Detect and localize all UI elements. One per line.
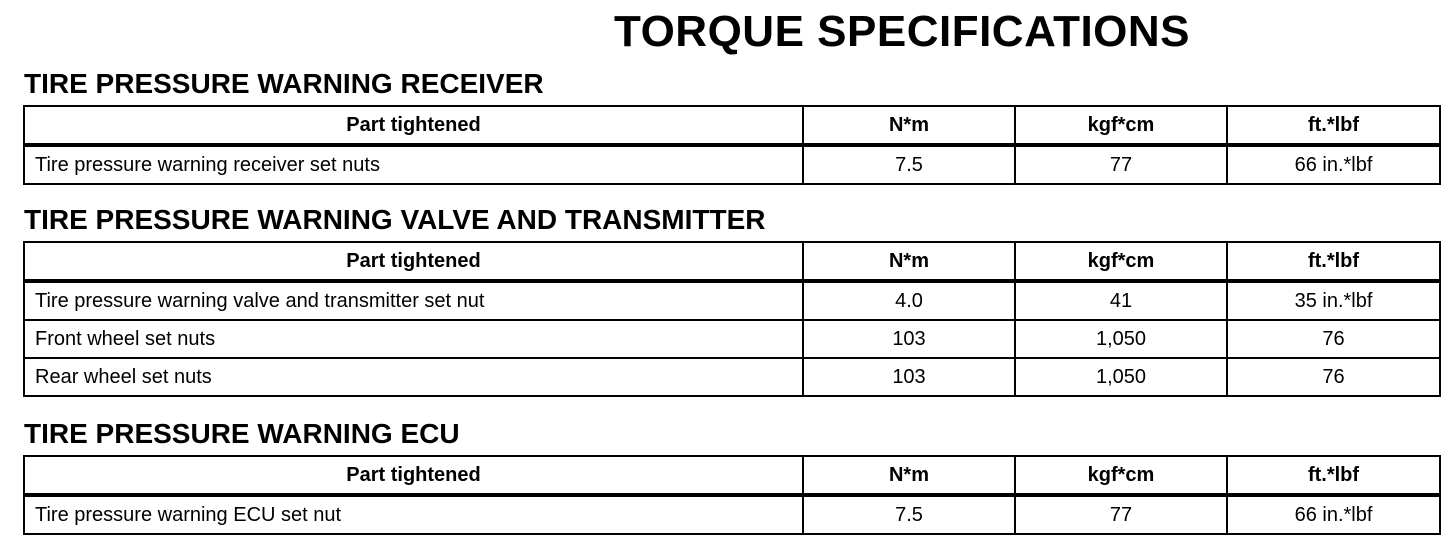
cell-nm: 7.5 — [803, 495, 1015, 534]
cell-part: Tire pressure warning valve and transmitter set nut — [24, 281, 803, 320]
header-nm: N*m — [803, 106, 1015, 145]
table-row — [24, 320, 1440, 358]
cell-part: Front wheel set nuts — [24, 320, 803, 358]
section-title-ecu: TIRE PRESSURE WARNING ECU — [24, 418, 460, 449]
page-title: TORQUE SPECIFICATIONS — [614, 7, 1191, 56]
cell-part: Tire pressure warning receiver set nuts — [24, 145, 803, 184]
torque-table-receiver — [23, 105, 1441, 185]
cell-kgf-cm: 77 — [1015, 145, 1227, 184]
section-title-valve-transmitter: TIRE PRESSURE WARNING VALVE AND TRANSMITTER — [24, 204, 766, 235]
header-nm: N*m — [803, 242, 1015, 281]
table-header-row — [24, 106, 1440, 145]
cell-ft-lbf: 76 — [1227, 358, 1440, 396]
cell-ft-lbf: 35 in.*lbf — [1227, 281, 1440, 320]
section-title-receiver: TIRE PRESSURE WARNING RECEIVER — [24, 68, 544, 99]
cell-ft-lbf: 76 — [1227, 320, 1440, 358]
table-row — [24, 281, 1440, 320]
table-header-row — [24, 456, 1440, 495]
cell-ft-lbf: 66 in.*lbf — [1227, 145, 1440, 184]
cell-nm: 7.5 — [803, 145, 1015, 184]
cell-nm: 4.0 — [803, 281, 1015, 320]
header-ft-lbf: ft.*lbf — [1227, 242, 1440, 281]
torque-table-ecu — [23, 455, 1441, 535]
cell-kgf-cm: 77 — [1015, 495, 1227, 534]
table-row — [24, 495, 1440, 534]
cell-nm: 103 — [803, 358, 1015, 396]
header-part-tightened: Part tightened — [24, 106, 803, 145]
header-nm: N*m — [803, 456, 1015, 495]
table-row — [24, 145, 1440, 184]
cell-kgf-cm: 1,050 — [1015, 320, 1227, 358]
header-part-tightened: Part tightened — [24, 456, 803, 495]
header-part-tightened: Part tightened — [24, 242, 803, 281]
cell-part: Rear wheel set nuts — [24, 358, 803, 396]
cell-kgf-cm: 1,050 — [1015, 358, 1227, 396]
torque-table-valve-transmitter — [23, 241, 1441, 397]
cell-ft-lbf: 66 in.*lbf — [1227, 495, 1440, 534]
cell-kgf-cm: 41 — [1015, 281, 1227, 320]
header-kgf-cm: kgf*cm — [1015, 456, 1227, 495]
cell-part: Tire pressure warning ECU set nut — [24, 495, 803, 534]
header-kgf-cm: kgf*cm — [1015, 242, 1227, 281]
table-row — [24, 358, 1440, 396]
table-header-row — [24, 242, 1440, 281]
cell-nm: 103 — [803, 320, 1015, 358]
header-kgf-cm: kgf*cm — [1015, 106, 1227, 145]
header-ft-lbf: ft.*lbf — [1227, 456, 1440, 495]
header-ft-lbf: ft.*lbf — [1227, 106, 1440, 145]
